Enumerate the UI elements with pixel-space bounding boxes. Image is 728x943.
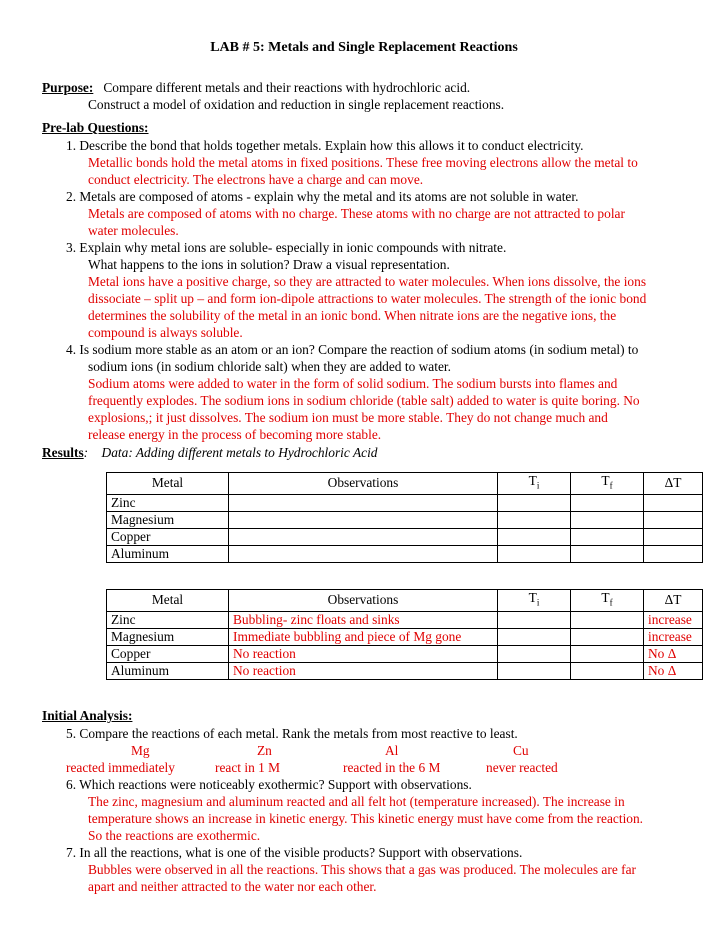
rank-note: reacted in the 6 M <box>343 760 441 775</box>
cell-ti <box>498 511 571 528</box>
cell-metal: Copper <box>107 528 229 545</box>
results-label: Results <box>42 445 84 460</box>
cell-obs: No reaction <box>229 645 498 662</box>
cell-ti <box>498 611 571 628</box>
q5-question: 5. Compare the reactions of each metal. Rank the metals from most reactive to least. <box>66 726 518 741</box>
q6-answer-line: So the reactions are exothermic. <box>88 828 261 843</box>
cell-metal: Magnesium <box>107 628 229 645</box>
cell-dt <box>644 528 703 545</box>
q4-question: 4. Is sodium more stable as an atom or an ion? Compare the reaction of sodium atoms (in sodium metal) to <box>66 342 639 357</box>
header-observations: Observations <box>229 590 498 612</box>
q4-answer-line: frequently explodes. The sodium ions in sodium chloride (table salt) added to water is quite boring. No <box>88 393 640 408</box>
cell-obs: Immediate bubbling and piece of Mg gone <box>229 628 498 645</box>
q1-question: 1. Describe the bond that holds together metals. Explain how this allows it to conduct electricity. <box>66 138 584 153</box>
cell-tf <box>571 628 644 645</box>
q3-question: 3. Explain why metal ions are soluble- especially in ionic compounds with nitrate. <box>66 240 507 255</box>
q1-answer-line: conduct electricity. The electrons have a charge and can move. <box>88 172 424 187</box>
rank-metal: Al <box>385 743 399 758</box>
rank-metal: Zn <box>257 743 272 758</box>
q2-answer-line: water molecules. <box>88 223 179 238</box>
header-metal: Metal <box>107 473 229 495</box>
q4-answer-line: Sodium atoms were added to water in the form of solid sodium. The sodium bursts into flames and <box>88 376 618 391</box>
q4-question-cont: sodium ions (in sodium chloride salt) when they are added to water. <box>88 359 451 374</box>
q3-question-cont: What happens to the ions in solution? Draw a visual representation. <box>88 257 450 272</box>
rank-metal: Mg <box>131 743 150 758</box>
page-title: LAB # 5: Metals and Single Replacement Reactions <box>210 40 518 55</box>
cell-tf <box>571 645 644 662</box>
cell-ti <box>498 662 571 679</box>
cell-obs <box>229 494 498 511</box>
q4-answer-line: explosions,; it just dissolves. The sodium ion must be more stable. They do not change much and <box>88 410 608 425</box>
q3-answer-line: Metal ions have a positive charge, so they are attracted to water molecules. When ions dissolve, the ions <box>88 274 647 289</box>
results-caption: Data: Adding different metals to Hydrochloric Acid <box>101 445 378 460</box>
cell-ti <box>498 645 571 662</box>
header-delta-t: ΔT <box>644 473 703 495</box>
q4-answer-line: release energy in the process of becoming more stable. <box>88 427 382 442</box>
table-row <box>107 662 703 679</box>
cell-ti <box>498 628 571 645</box>
q3-answer-line: compound is always soluble. <box>88 325 243 340</box>
table-row <box>107 545 703 562</box>
cell-dt <box>644 511 703 528</box>
cell-dt <box>644 494 703 511</box>
purpose-row <box>42 79 470 96</box>
cell-dt: increase <box>644 628 703 645</box>
header-observations: Observations <box>229 473 498 495</box>
rank-note: react in 1 M <box>215 760 281 775</box>
table-header-row <box>107 590 703 612</box>
cell-dt: No Δ <box>644 645 703 662</box>
cell-ti <box>498 528 571 545</box>
cell-obs <box>229 545 498 562</box>
cell-tf <box>571 528 644 545</box>
cell-metal: Aluminum <box>107 545 229 562</box>
rank-note: never reacted <box>486 760 558 775</box>
cell-tf <box>571 611 644 628</box>
header-delta-t: ΔT <box>644 590 703 612</box>
q6-question: 6. Which reactions were noticeably exothermic? Support with observations. <box>66 777 472 792</box>
table-header-row <box>107 473 703 495</box>
cell-ti <box>498 545 571 562</box>
cell-tf <box>571 494 644 511</box>
purpose-line-2: Construct a model of oxidation and reduction in single replacement reactions. <box>88 97 505 112</box>
cell-tf <box>571 545 644 562</box>
header-t-initial: $T_i$ <box>498 590 571 612</box>
cell-obs: Bubbling- zinc floats and sinks <box>229 611 498 628</box>
cell-obs <box>229 528 498 545</box>
table-row <box>107 611 703 628</box>
cell-metal: Aluminum <box>107 662 229 679</box>
q3-answer-line: determines the solubility of the metal in an ionic bond. When nitrate ions are the negative ions, the <box>88 308 617 323</box>
results-row <box>42 444 378 461</box>
cell-metal: Magnesium <box>107 511 229 528</box>
prelab-heading: Pre-lab Questions: <box>42 120 149 135</box>
q1-answer-line: Metallic bonds hold the metal atoms in fixed positions. These free moving electrons allow the metal to <box>88 155 638 170</box>
results-table-blank <box>106 472 703 563</box>
cell-obs <box>229 511 498 528</box>
cell-metal: Copper <box>107 645 229 662</box>
q7-answer-line: Bubbles were observed in all the reactions. This shows that a gas was produced. The molecules are far <box>88 862 636 877</box>
q6-answer-line: temperature shows an increase in kinetic energy. This kinetic energy must have come from the reaction. <box>88 811 644 826</box>
q2-answer-line: Metals are composed of atoms with no charge. These atoms with no charge are not attracted to polar <box>88 206 625 221</box>
cell-metal: Zinc <box>107 611 229 628</box>
table-row <box>107 645 703 662</box>
table-row <box>107 628 703 645</box>
results-table-filled <box>106 589 703 680</box>
header-metal: Metal <box>107 590 229 612</box>
rank-metal: Cu <box>513 743 529 758</box>
header-t-initial: $T_i$ <box>498 473 571 495</box>
purpose-label: Purpose: <box>42 80 94 95</box>
cell-obs: No reaction <box>229 662 498 679</box>
cell-ti <box>498 494 571 511</box>
header-t-final: $T_f$ <box>571 473 644 495</box>
q3-answer-line: dissociate – split up – and form ion-dipole attractions to water molecules. The strength of the ionic bond <box>88 291 647 306</box>
q2-question: 2. Metals are composed of atoms - explain why the metal and its atoms are not soluble in water. <box>66 189 579 204</box>
q6-answer-line: The zinc, magnesium and aluminum reacted and all felt hot (temperature increased). The increase in <box>88 794 625 809</box>
table-row <box>107 511 703 528</box>
cell-dt <box>644 545 703 562</box>
cell-tf <box>571 662 644 679</box>
table-row <box>107 494 703 511</box>
header-t-final: $T_f$ <box>571 590 644 612</box>
q7-question: 7. In all the reactions, what is one of the visible products? Support with observations. <box>66 845 523 860</box>
results-colon: : <box>83 445 89 460</box>
purpose-line-1: Compare different metals and their reactions with hydrochloric acid. <box>103 80 471 95</box>
q7-answer-line: apart and neither attracted to the water nor each other. <box>88 879 377 894</box>
analysis-heading: Initial Analysis: <box>42 708 133 723</box>
table-row <box>107 528 703 545</box>
cell-dt: increase <box>644 611 703 628</box>
cell-tf <box>571 511 644 528</box>
cell-metal: Zinc <box>107 494 229 511</box>
cell-dt: No Δ <box>644 662 703 679</box>
rank-note: reacted immediately <box>66 760 175 775</box>
